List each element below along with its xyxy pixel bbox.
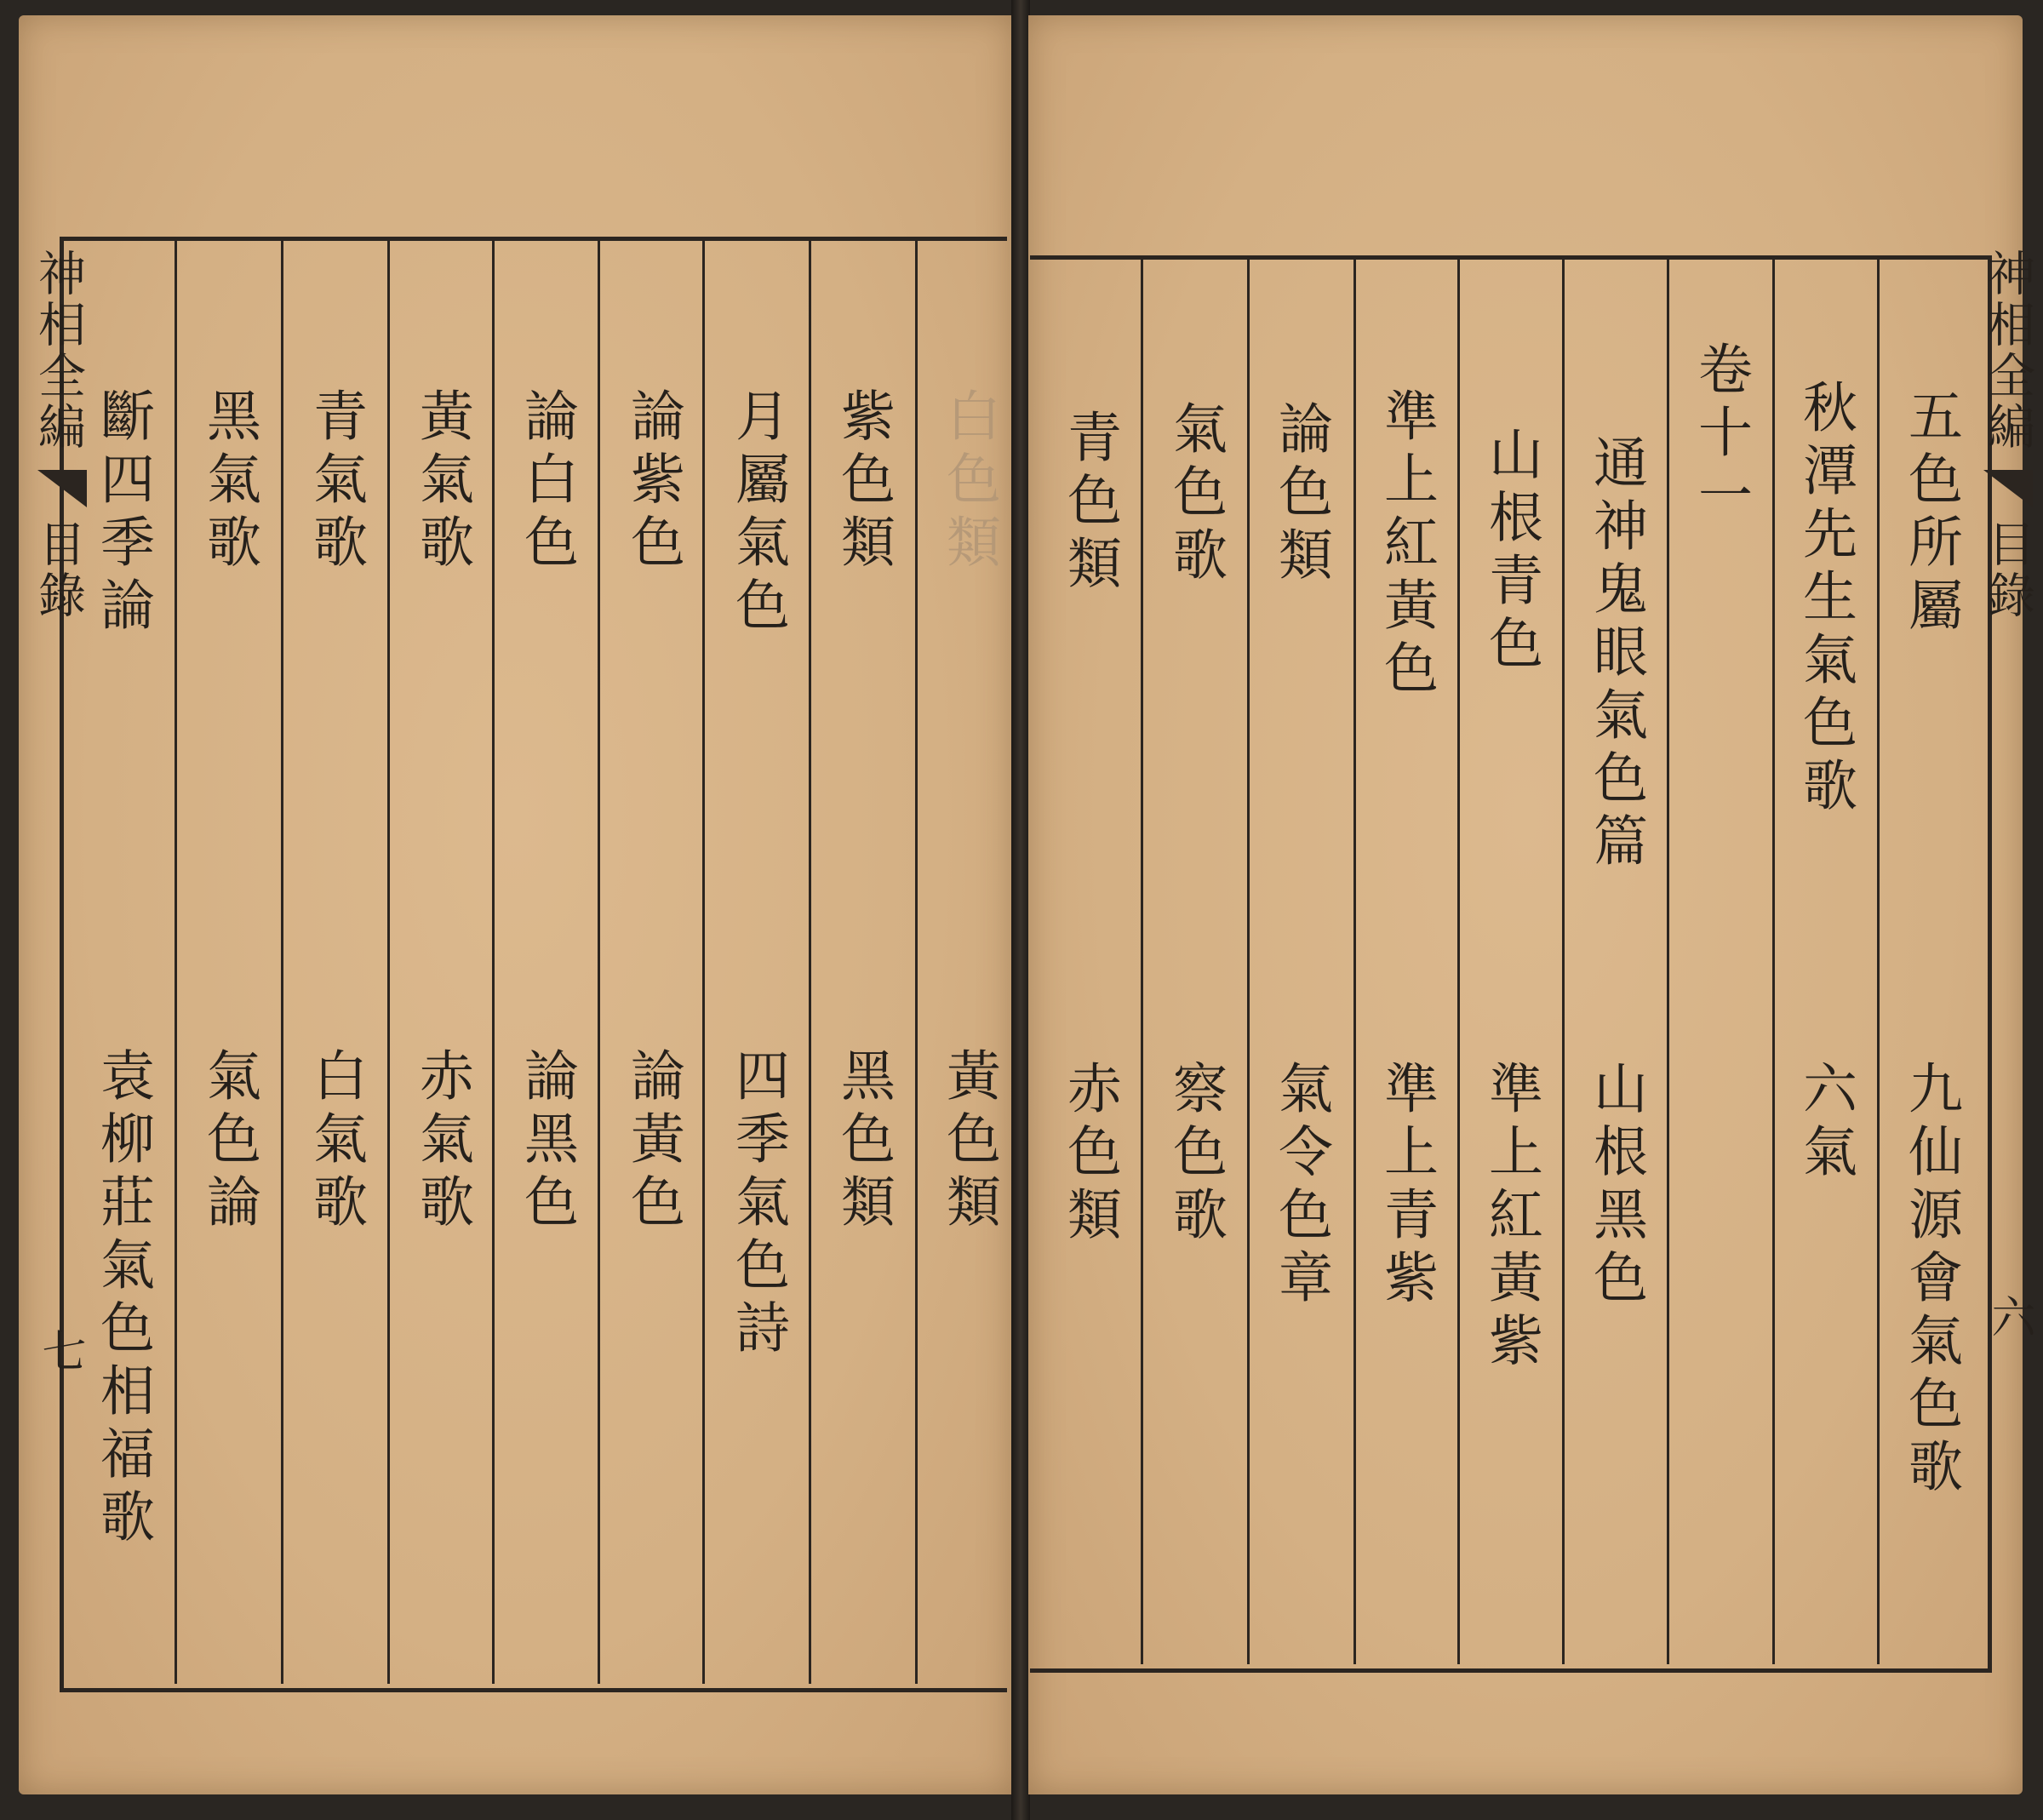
toc-entry: 黃色類	[937, 1047, 1000, 1236]
toc-entry: 氣色歌	[1164, 400, 1227, 589]
toc-entry: 秋潭先生氣色歌	[1794, 379, 1857, 820]
toc-entry: 五色所屬	[1899, 387, 1962, 639]
right-fold-title: 神相全編	[1980, 249, 2035, 453]
column-rule	[1247, 260, 1250, 1664]
column-rule	[1353, 260, 1356, 1664]
toc-entry: 察色歌	[1164, 1060, 1227, 1249]
toc-entry: 論色類	[1269, 400, 1332, 589]
toc-entry: 山根黑色	[1584, 1060, 1647, 1312]
toc-entry: 論黃色	[621, 1047, 684, 1236]
toc-entry: 氣令色章	[1269, 1060, 1332, 1312]
toc-entry: 準上青紫	[1375, 1060, 1438, 1312]
left-fold-page-number: 七	[34, 1328, 85, 1376]
toc-entry: 袁柳莊氣色相福歌	[91, 1047, 154, 1551]
toc-entry: 四季氣色詩	[726, 1047, 789, 1362]
column-rule	[1667, 260, 1669, 1664]
toc-entry: 九仙源會氣色歌	[1899, 1060, 1962, 1501]
right-fold-section: 目錄	[1980, 519, 2035, 621]
toc-entry: 斷四季論	[91, 387, 154, 639]
column-rule	[1562, 260, 1565, 1664]
toc-entry: 山根青色	[1479, 426, 1542, 678]
toc-entry: 紫色類	[832, 387, 895, 576]
column-rule	[1877, 260, 1880, 1664]
column-rule	[598, 241, 600, 1684]
toc-entry: 氣色論	[197, 1047, 260, 1236]
toc-entry: 準上紅黃紫	[1479, 1060, 1542, 1375]
left-fold-section: 目錄	[31, 519, 86, 621]
toc-entry: 六氣	[1794, 1060, 1857, 1186]
toc-entry: 準上紅黃色	[1375, 387, 1438, 702]
toc-entry: 赤色類	[1058, 1060, 1121, 1249]
column-rule	[915, 241, 918, 1684]
toc-entry: 赤氣歌	[410, 1047, 473, 1236]
toc-entry: 青色類	[1058, 409, 1121, 598]
book-gutter	[1011, 0, 1030, 1820]
column-rule	[387, 241, 390, 1684]
right-fold-page-number: 六	[1983, 1294, 2034, 1342]
column-rule	[1457, 260, 1460, 1664]
toc-entry: 論紫色	[621, 387, 684, 576]
left-fold-title: 神相全編	[31, 249, 86, 453]
toc-entry: 通神鬼眼氣色篇	[1584, 434, 1647, 875]
column-rule	[175, 241, 177, 1684]
toc-entry: 卷十一	[1689, 341, 1752, 529]
toc-entry: 黑氣歌	[197, 387, 260, 576]
toc-entry: 白色類	[937, 387, 1000, 576]
column-rule	[281, 241, 283, 1684]
column-rule	[1141, 260, 1143, 1664]
toc-entry: 青氣歌	[304, 387, 367, 576]
column-rule	[492, 241, 495, 1684]
toc-entry: 月屬氣色	[726, 387, 789, 639]
toc-entry: 論白色	[515, 387, 578, 576]
toc-entry: 黑色類	[832, 1047, 895, 1236]
toc-entry: 黃氣歌	[410, 387, 473, 576]
fish-tail-ornament	[37, 470, 87, 507]
column-rule	[809, 241, 811, 1684]
column-rule	[702, 241, 705, 1684]
column-rule	[1772, 260, 1775, 1664]
toc-entry: 白氣歌	[304, 1047, 367, 1236]
toc-entry: 論黑色	[515, 1047, 578, 1236]
fish-tail-ornament	[1983, 470, 2033, 507]
